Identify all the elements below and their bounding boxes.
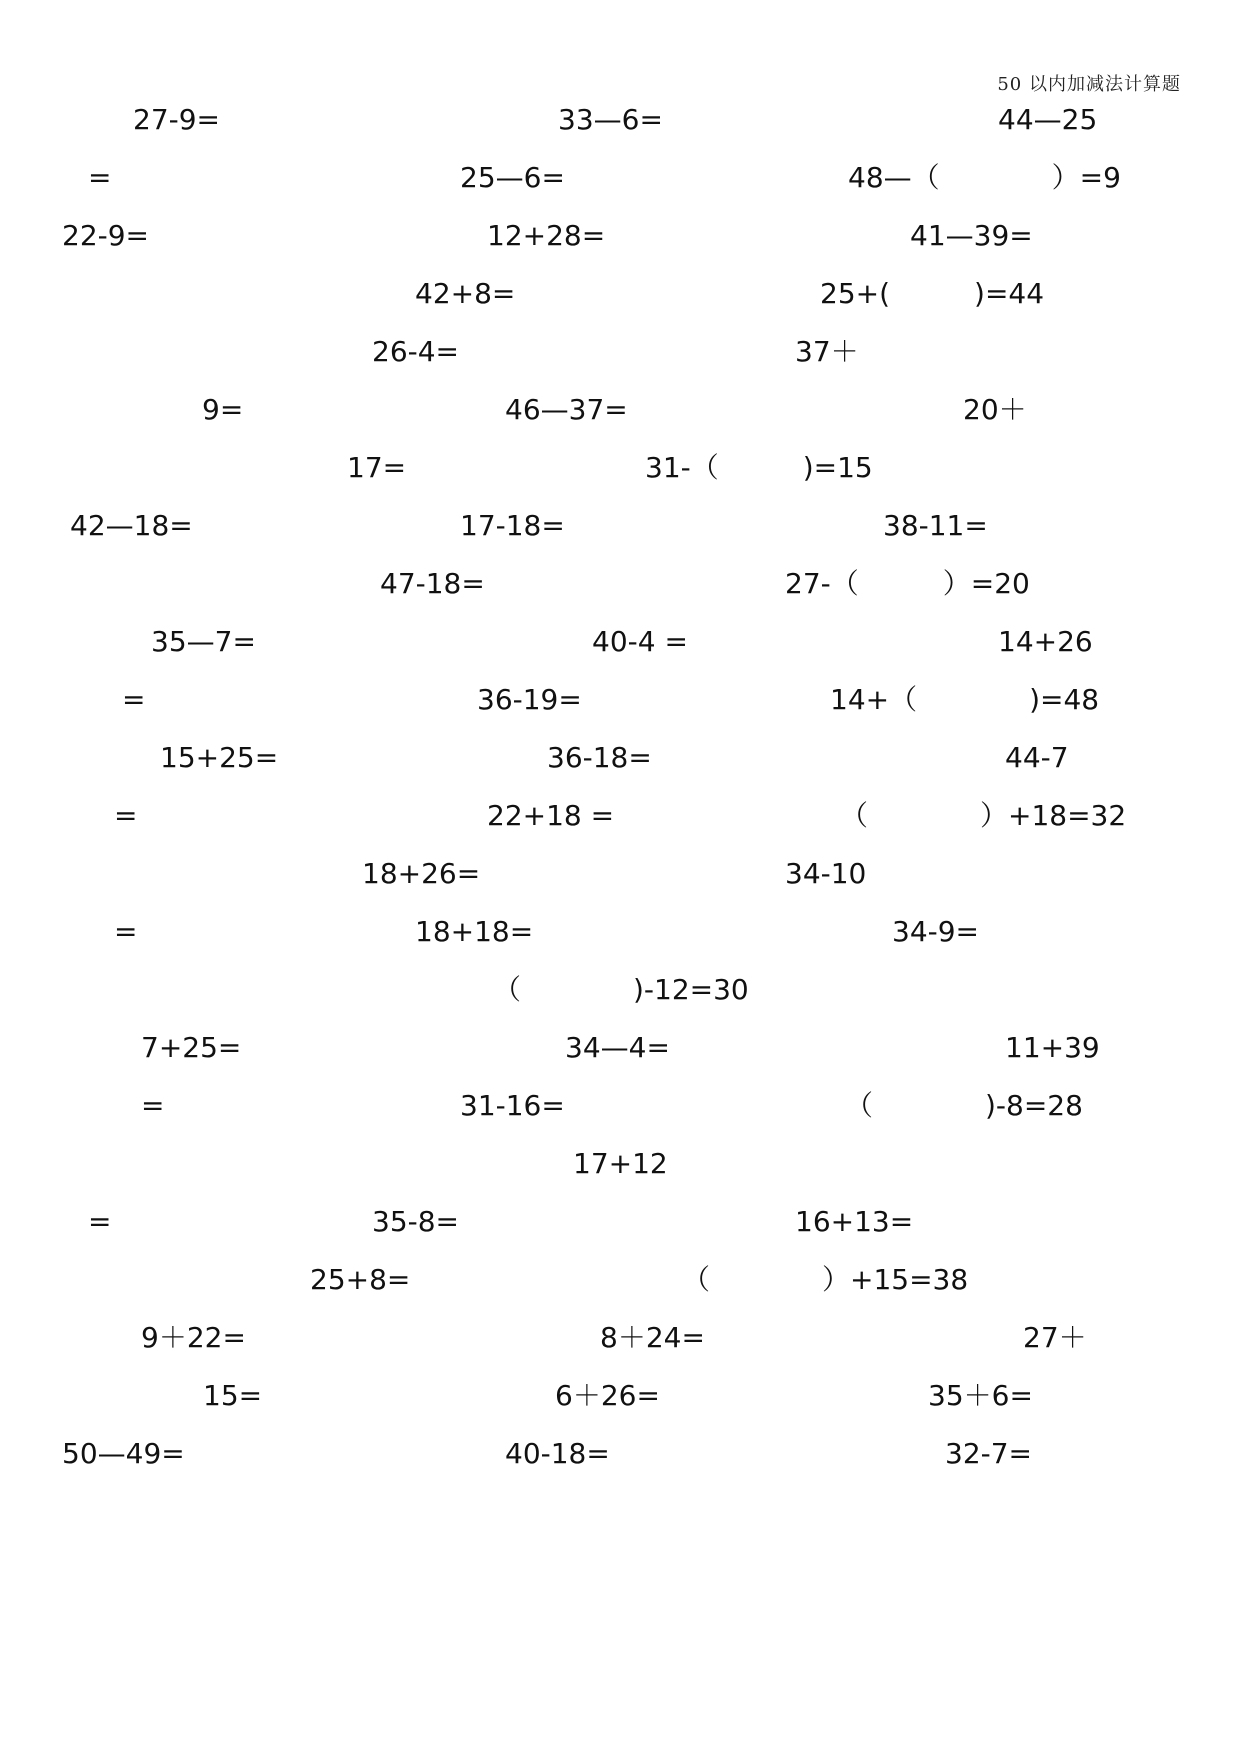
problem: 50—49= xyxy=(62,1437,185,1470)
problem: = xyxy=(114,915,138,948)
problem: 11+39 xyxy=(1005,1031,1100,1064)
problem: 47-18= xyxy=(380,567,485,600)
problem: 15+25= xyxy=(160,741,279,774)
problem: 40-4 = xyxy=(592,625,688,658)
problem: 17+12 xyxy=(573,1147,668,1180)
problem: 40-18= xyxy=(505,1437,610,1470)
problem: 42—18= xyxy=(70,509,193,542)
problem: 37＋ xyxy=(795,335,859,368)
problem: 35—7= xyxy=(151,625,256,658)
problem: 31-16= xyxy=(460,1089,565,1122)
page-header: 50 以内加减法计算题 xyxy=(997,74,1181,95)
problem: （ )-12=30 xyxy=(493,973,749,1006)
problem: 20＋ xyxy=(963,393,1027,426)
problem: 27-9= xyxy=(133,103,221,136)
problem: 14+26 xyxy=(998,625,1093,658)
problem: 36-18= xyxy=(547,741,652,774)
problem: 16+13= xyxy=(795,1205,914,1238)
problem: 8＋24= xyxy=(600,1321,705,1354)
problem: 27＋ xyxy=(1023,1321,1087,1354)
problem: 9= xyxy=(202,393,244,426)
problem: 42+8= xyxy=(415,277,516,310)
problem: （ )-8=28 xyxy=(845,1089,1083,1122)
problem: 26-4= xyxy=(372,335,460,368)
problem: 9＋22= xyxy=(141,1321,246,1354)
problem: = xyxy=(88,161,112,194)
problem: 44—25 xyxy=(998,103,1098,136)
problem: 44-7 xyxy=(1005,741,1069,774)
problem: 17-18= xyxy=(460,509,565,542)
problem: 38-11= xyxy=(883,509,988,542)
problem: 34-9= xyxy=(892,915,980,948)
problem: 46—37= xyxy=(505,393,628,426)
problem: 14+（ )=48 xyxy=(830,683,1100,716)
problem: 34—4= xyxy=(565,1031,670,1064)
problem: = xyxy=(141,1089,165,1122)
problem: 18+26= xyxy=(362,857,481,890)
problem: 33—6= xyxy=(558,103,663,136)
problem: 22+18 = xyxy=(487,799,615,832)
problem: 18+18= xyxy=(415,915,534,948)
problem: 12+28= xyxy=(487,219,606,252)
problem: 36-19= xyxy=(477,683,582,716)
problem: = xyxy=(88,1205,112,1238)
problem: 27-（ ）=20 xyxy=(785,567,1030,600)
problem: 41—39= xyxy=(910,219,1033,252)
problem: 17= xyxy=(347,451,407,484)
problem: 25—6= xyxy=(460,161,565,194)
problem: = xyxy=(122,683,146,716)
problem: 22-9= xyxy=(62,219,150,252)
problem: 31-（ )=15 xyxy=(645,451,873,484)
problem: （ ）+18=32 xyxy=(840,799,1127,832)
problem: 34-10 xyxy=(785,857,867,890)
problem: （ ）+15=38 xyxy=(682,1263,969,1296)
problem: 25+( )=44 xyxy=(820,277,1045,310)
problem: 15= xyxy=(203,1379,263,1412)
problem: 6＋26= xyxy=(555,1379,660,1412)
problem: = xyxy=(114,799,138,832)
problem: 7+25= xyxy=(141,1031,242,1064)
problem: 35＋6= xyxy=(928,1379,1033,1412)
problem: 32-7= xyxy=(945,1437,1033,1470)
problem: 25+8= xyxy=(310,1263,411,1296)
problem: 48—（ ）=9 xyxy=(848,161,1121,194)
problem: 35-8= xyxy=(372,1205,460,1238)
